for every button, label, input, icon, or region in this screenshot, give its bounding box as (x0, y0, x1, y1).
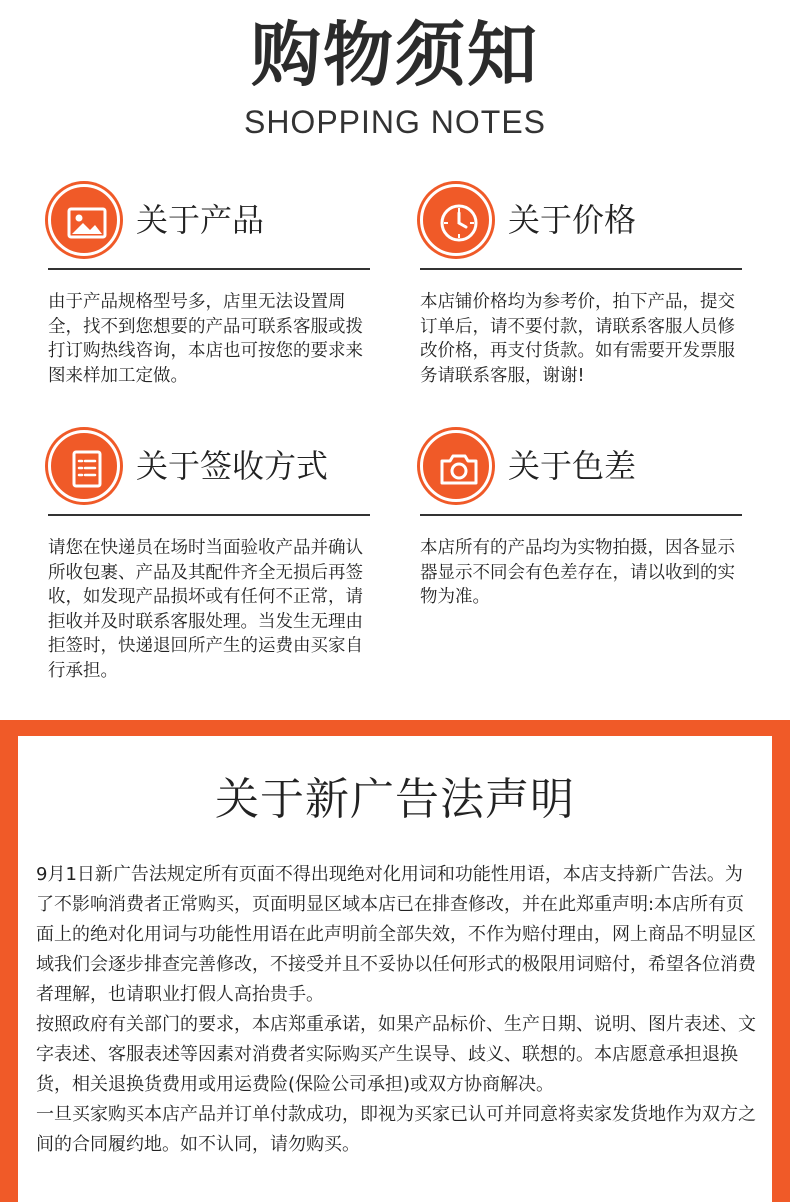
divider (48, 268, 370, 270)
divider (420, 514, 742, 516)
camera-icon (420, 430, 492, 502)
document-icon (48, 430, 120, 502)
page-title: 购物须知 (251, 14, 539, 96)
section-header (420, 430, 740, 520)
section-header (48, 184, 368, 274)
section-body: 本店所有的产品均为实物拍摄，因各显示器显示不同会有色差存在，请以收到的实物为准。 (420, 538, 735, 607)
ad-law-notice (0, 720, 790, 1202)
section-title: 关于产品 (136, 201, 265, 239)
section-body: 由于产品规格型号多，店里无法设置周全，找不到您想要的产品可联系客服或拨打订购热线咨询，本店也可按您的要求来图来样加工定做。 (48, 292, 363, 386)
section-body: 请您在快递员在场时当面验收产品并确认所收包裹、产品及其配件齐全无损后再签收，如发现产品损坏或有任何不正常，请拒收并及时联系客服处理。当发生无理由拒签时，快递退回所产生的运费由买家自行承担。 (48, 538, 363, 681)
section-title: 关于签收方式 (136, 447, 329, 485)
notice-title: 关于新广告法声明 (215, 774, 575, 825)
image-icon (48, 184, 120, 256)
clock-icon (420, 184, 492, 256)
notice-paragraph: 9月1日新广告法规定所有页面不得出现绝对化用词和功能性用语，本店支持新广告法。为了不影响消费者正常购买，页面明显区域本店已在排查修改，并在此郑重声明:本店所有页面上的绝对化用词与功能性用语在此声明前全部失效，不作为赔付理由，网上商品不明显区域我们会逐步排查完善修改，不接受并且不妥协以任何形式的极限用词赔付，希望各位消费者理解，也请职业打假人高抬贵手。 (36, 864, 756, 1005)
section-title: 关于色差 (508, 447, 637, 485)
section-title: 关于价格 (508, 201, 637, 239)
divider (420, 268, 742, 270)
section-header (48, 430, 368, 520)
page-subtitle: SHOPPING NOTES (243, 104, 547, 140)
divider (48, 514, 370, 516)
notice-paragraph: 按照政府有关部门的要求，本店郑重承诺，如果产品标价、生产日期、说明、图片表述、文字表述、客服表述等因素对消费者实际购买产生误导、歧义、联想的。本店愿意承担退换货，相关退换货费用或用运费险(保险公司承担)或双方协商解决。 (36, 1014, 756, 1095)
notice-paragraph: 一旦买家购买本店产品并订单付款成功，即视为买家已认可并同意将卖家发货地作为双方之间的合同履约地。如不认同，请勿购买。 (36, 1104, 756, 1155)
notice-body (36, 860, 760, 1160)
section-body: 本店铺价格均为参考价，拍下产品，提交订单后，请不要付款，请联系客服人员修改价格，再支付货款。如有需要开发票服务请联系客服，谢谢! (420, 292, 735, 386)
section-header (420, 184, 740, 274)
notice-panel (18, 736, 772, 1202)
